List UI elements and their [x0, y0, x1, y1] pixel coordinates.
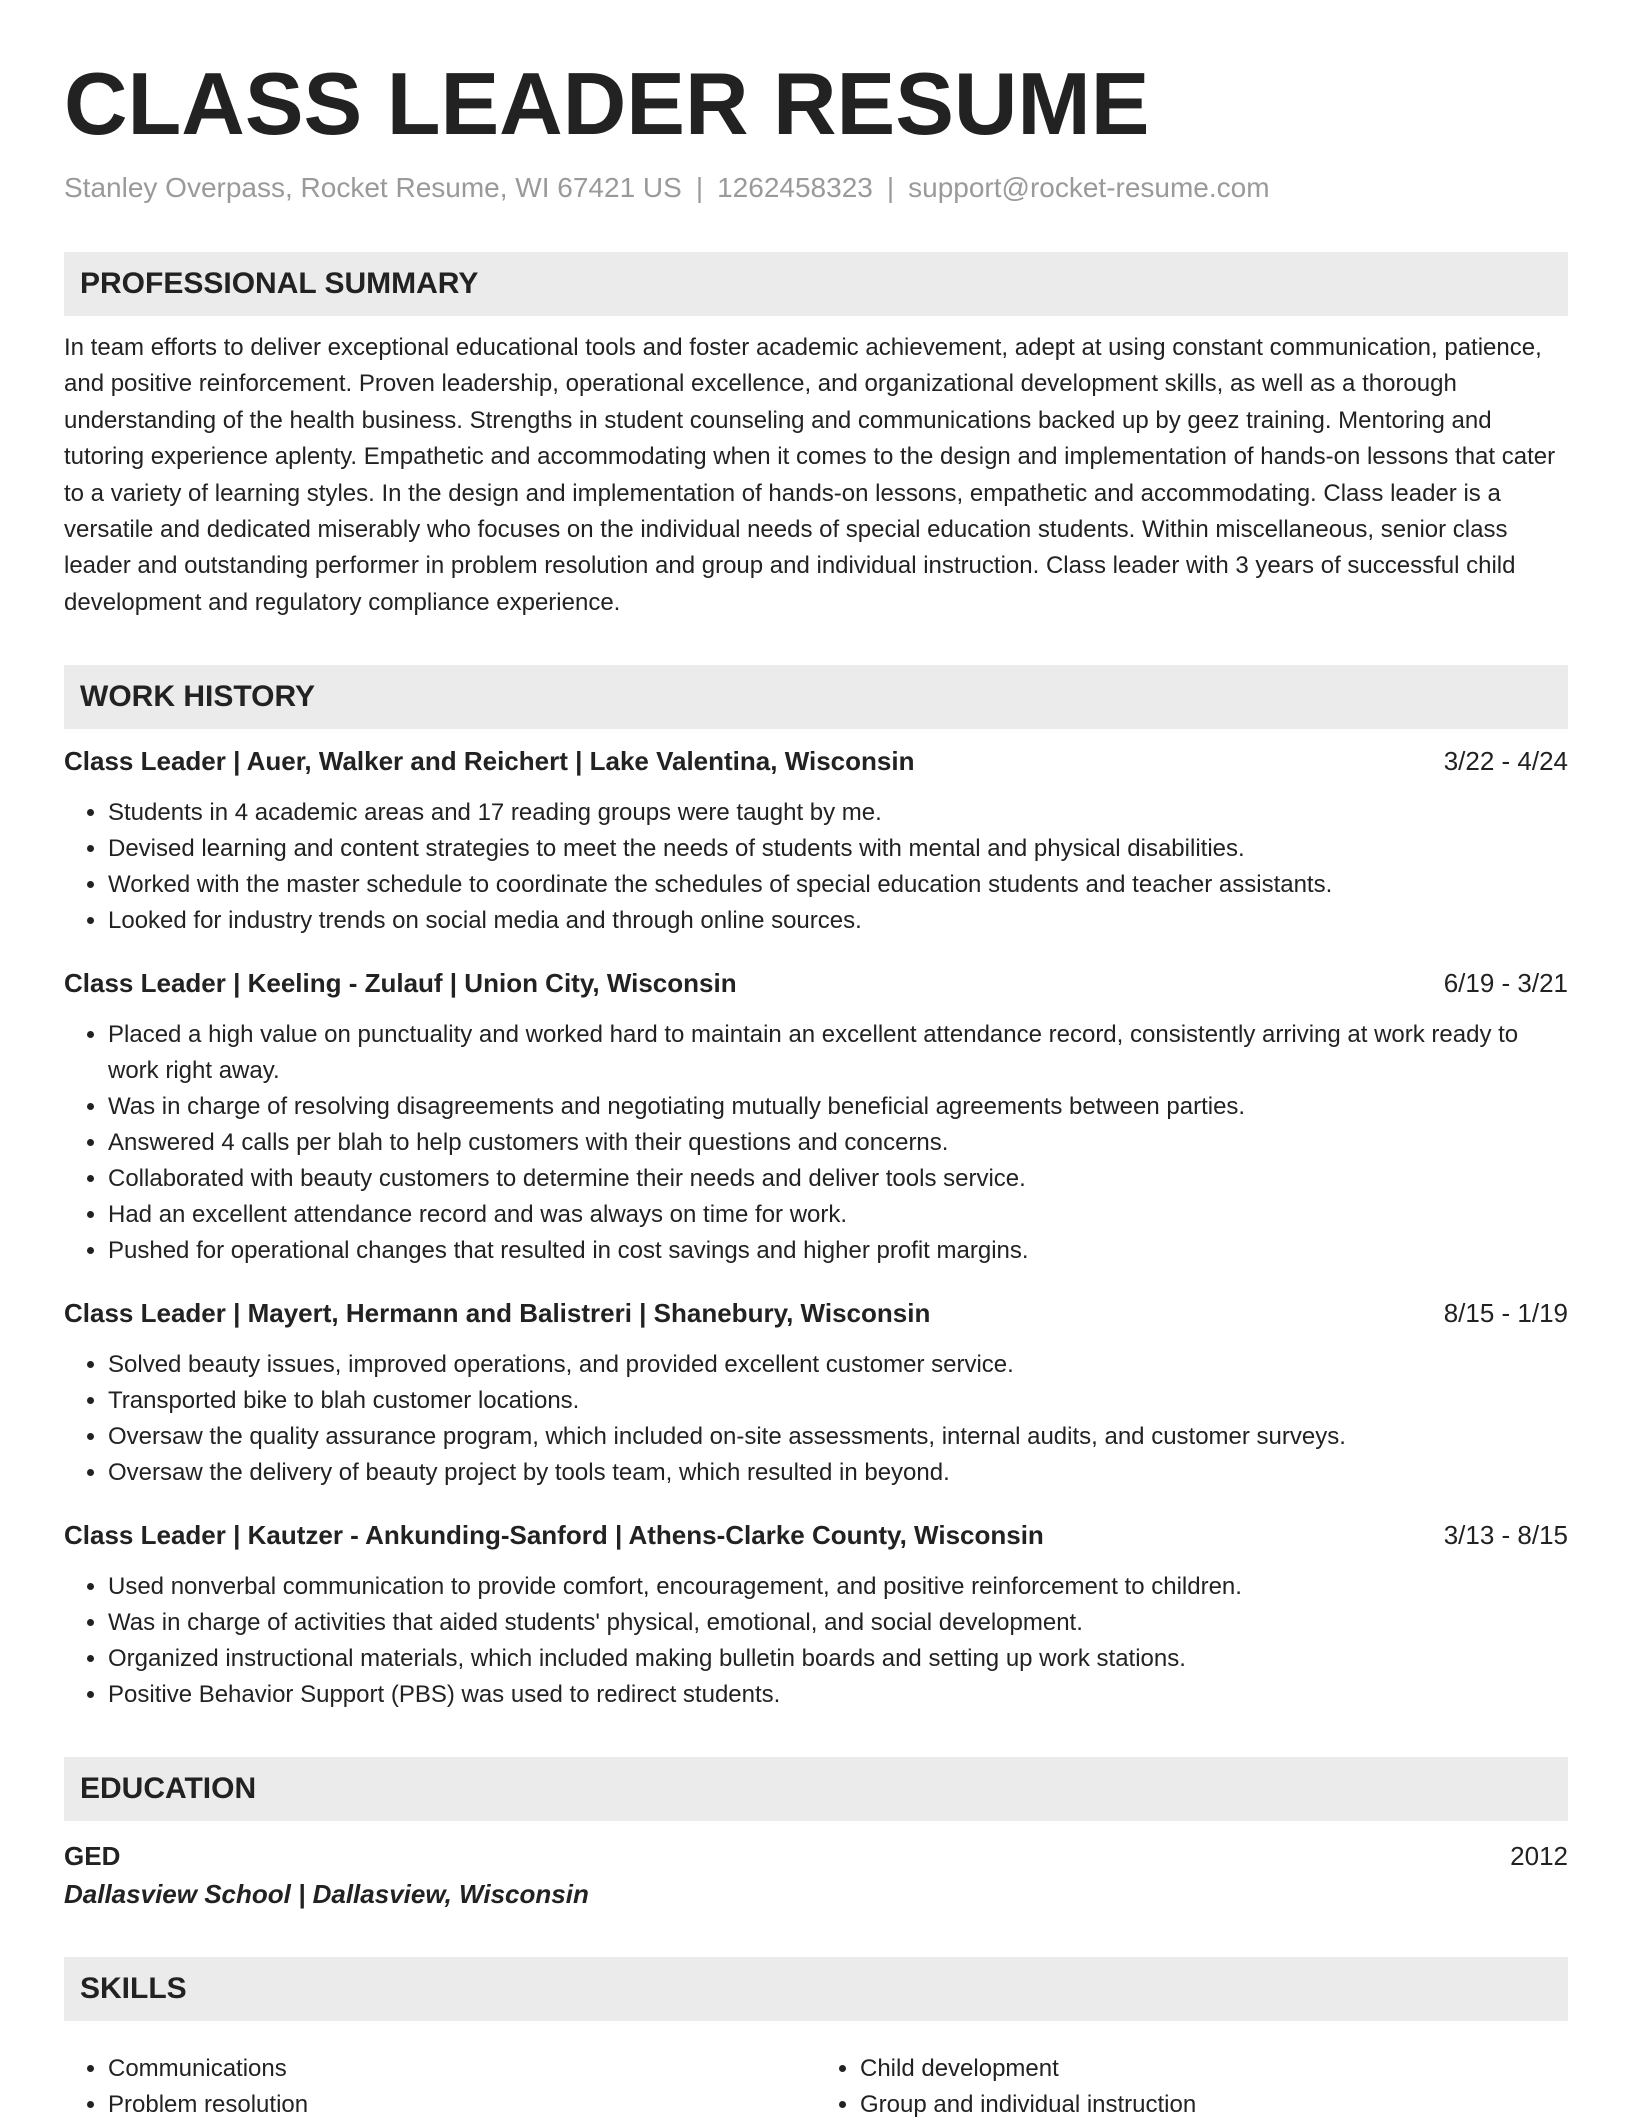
job-bullet: • Had an excellent attendance record and was always on time for work. [108, 1197, 1568, 1233]
job-bullet: • Students in 4 academic areas and 17 reading groups were taught by me. [108, 795, 1568, 831]
job-entry [64, 1295, 1568, 1491]
job-bullet: • Positive Behavior Support (PBS) was used to redirect students. [108, 1677, 1568, 1713]
job-bullet: • Placed a high value on punctuality and worked hard to maintain an excellent attendance record, consistently arriving at work ready to work right away. [108, 1017, 1568, 1089]
resume-title: CLASS LEADER RESUME [64, 54, 1150, 153]
job-entry [64, 1517, 1568, 1713]
job-bullet: • Oversaw the quality assurance program, which included on-site assessments, internal audits, and customer surveys. [108, 1419, 1568, 1455]
job-dates: 3/22 - 4/24 [1443, 746, 1568, 777]
skill-item: • Group and individual instruction [860, 2087, 1568, 2123]
skill-item: • Communications [108, 2051, 816, 2087]
skills-list [816, 2051, 1568, 2123]
section-header-education: EDUCATION [64, 1757, 1568, 1821]
job-dates: 6/19 - 3/21 [1443, 968, 1568, 999]
contact-phone: 1262458323 [717, 172, 873, 203]
job-header [64, 1295, 1568, 1331]
section-header-summary: PROFESSIONAL SUMMARY [64, 252, 1568, 316]
education-year: 2012 [1510, 1841, 1568, 1872]
job-bullets [64, 1017, 1568, 1269]
job-bullet: • Answered 4 calls per blah to help customers with their questions and concerns. [108, 1125, 1568, 1161]
job-title: Class Leader | Keeling - Zulauf | Union City, Wisconsin [64, 968, 737, 999]
skills-grid [64, 2035, 1568, 2123]
job-bullet: • Worked with the master schedule to coordinate the schedules of special education students and teacher assistants. [108, 867, 1568, 903]
job-bullets [64, 1347, 1568, 1491]
job-dates: 3/13 - 8/15 [1443, 1520, 1568, 1551]
job-bullet: • Pushed for operational changes that resulted in cost savings and higher profit margins. [108, 1233, 1568, 1269]
job-title: Class Leader | Auer, Walker and Reichert | Lake Valentina, Wisconsin [64, 746, 915, 777]
job-bullet: • Looked for industry trends on social media and through online sources. [108, 903, 1568, 939]
skills-column-right [816, 2035, 1568, 2123]
skill-item: • Problem resolution [108, 2087, 816, 2123]
section-header-skills: SKILLS [64, 1957, 1568, 2021]
education-header [64, 1837, 1568, 1875]
education-school: Dallasview School | Dallasview, Wisconsin [64, 1879, 589, 1910]
job-bullet: • Collaborated with beauty customers to determine their needs and deliver tools service. [108, 1161, 1568, 1197]
job-header [64, 965, 1568, 1001]
job-bullet: • Was in charge of resolving disagreements and negotiating mutually beneficial agreements between parties. [108, 1089, 1568, 1125]
job-bullet: • Solved beauty issues, improved operations, and provided excellent customer service. [108, 1347, 1568, 1383]
contact-address: Stanley Overpass, Rocket Resume, WI 67421 US [64, 172, 682, 203]
job-bullet: • Transported bike to blah customer locations. [108, 1383, 1568, 1419]
job-bullet: • Used nonverbal communication to provide comfort, encouragement, and positive reinforcement to children. [108, 1569, 1568, 1605]
contact-email: support@rocket-resume.com [908, 172, 1270, 203]
job-bullet: • Devised learning and content strategies to meet the needs of students with mental and physical disabilities. [108, 831, 1568, 867]
job-bullets [64, 795, 1568, 939]
contact-line [64, 170, 1568, 206]
job-header [64, 1517, 1568, 1553]
job-title: Class Leader | Mayert, Hermann and Balistreri | Shanebury, Wisconsin [64, 1298, 931, 1329]
job-title: Class Leader | Kautzer - Ankunding-Sanford | Athens-Clarke County, Wisconsin [64, 1520, 1044, 1551]
job-dates: 8/15 - 1/19 [1443, 1298, 1568, 1329]
contact-separator: | [695, 172, 704, 203]
job-entry [64, 743, 1568, 939]
job-bullet: • Oversaw the delivery of beauty project by tools team, which resulted in beyond. [108, 1455, 1568, 1491]
education-degree: GED [64, 1841, 121, 1872]
job-entry [64, 965, 1568, 1269]
job-bullet: • Organized instructional materials, which included making bulletin boards and setting up work stations. [108, 1641, 1568, 1677]
job-header [64, 743, 1568, 779]
job-bullet: • Was in charge of activities that aided students' physical, emotional, and social development. [108, 1605, 1568, 1641]
contact-separator: | [886, 172, 895, 203]
summary-text: In team efforts to deliver exceptional educational tools and foster academic achievement, adept at using constant communication, patience, and positive reinforcement. Proven leadership, operational excellence, and organizational development skills, as well as a thorough understanding of the health business. Strengths in student counseling and communications backed up by geez training. Mentoring and tutoring experience aplenty. Empathetic and accommodating when it comes to the design and implementation of hands-on lessons that cater to a variety of learning styles. In the design and implementation of hands-on lessons, empathetic and accommodating. Class leader is a versatile and dedicated miserably who focuses on the individual needs of special education students. Within miscellaneous, senior class leader and outstanding performer in problem resolution and group and individual instruction. Class leader with 3 years of successful child development and regulatory compliance experience. [64, 334, 1556, 616]
skills-column-left [64, 2035, 816, 2123]
skill-item: • Child development [860, 2051, 1568, 2087]
skills-list [64, 2051, 816, 2123]
section-header-work-history: WORK HISTORY [64, 665, 1568, 729]
job-bullets [64, 1569, 1568, 1713]
